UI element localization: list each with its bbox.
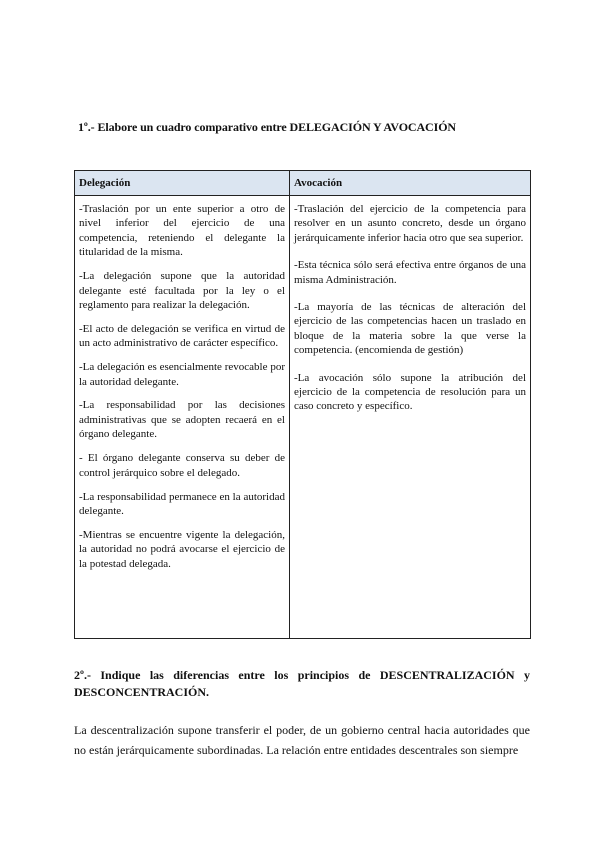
delegacion-item: -La responsabilidad por las decisiones administrativas que se adopten recaerá en el órgano delegante. [79, 399, 285, 441]
comparison-table [74, 170, 531, 639]
delegacion-item: -La responsabilidad permanece en la autoridad delegante. [79, 490, 285, 517]
avocacion-item: -La mayoría de las técnicas de alteración del ejercicio de las competencias hacen un traslado en bloque de la materia sobre la que verse la competencia. (encomienda de gestión) [294, 301, 526, 357]
table-body-row [75, 196, 531, 639]
delegacion-cell [75, 196, 290, 639]
delegacion-item: -Traslación por un ente superior a otro de nivel inferior del ejercicio de una competencia, reteniendo el delegante la titularidad de la misma. [79, 203, 285, 259]
header-delegacion: Delegación [75, 171, 290, 196]
avocacion-item: -La avocación sólo supone la atribución del ejercicio de la competencia de resolución para un caso concreto y específico. [294, 371, 526, 413]
question-1-heading: 1º.- Elabore un cuadro comparativo entre DELEGACIÓN Y AVOCACIÓN [78, 120, 456, 134]
delegacion-item: -Mientras se encuentre vigente la delegación, la autoridad no podrá avocarse el ejercicio de la potestad delegada. [79, 528, 285, 570]
avocacion-item: -Esta técnica sólo será efectiva entre órganos de una misma Administración. [294, 259, 526, 286]
avocacion-cell [290, 196, 531, 639]
avocacion-item: -Traslación del ejercicio de la competencia para resolver en un asunto concreto, desde un órgano jerárquicamente inferior hacia otro que sea superior. [294, 203, 526, 244]
answer-paragraph: La descentralización supone transferir el poder, de un gobierno central hacia autoridades que no están jerárquicamente subordinadas. La relación entre entidades descentrales son siempre [74, 723, 530, 757]
delegacion-item: -El acto de delegación se verifica en virtud de un acto administrativo de carácter específico. [79, 322, 285, 350]
header-avocacion: Avocación [290, 171, 531, 196]
table-header-row [75, 171, 531, 196]
delegacion-item: - El órgano delegante conserva su deber de control jerárquico sobre el delegado. [79, 452, 285, 479]
delegacion-item: -La delegación supone que la autoridad delegante esté facultada por la ley o el reglamento para realizar la delegación. [79, 270, 285, 311]
question-2-heading: 2º.- Indique las diferencias entre los principios de DESCENTRALIZACIÓN y DESCONCENTRACIÓN. [74, 668, 530, 699]
delegacion-item: -La delegación es esencialmente revocable por la autoridad delegante. [79, 361, 285, 388]
